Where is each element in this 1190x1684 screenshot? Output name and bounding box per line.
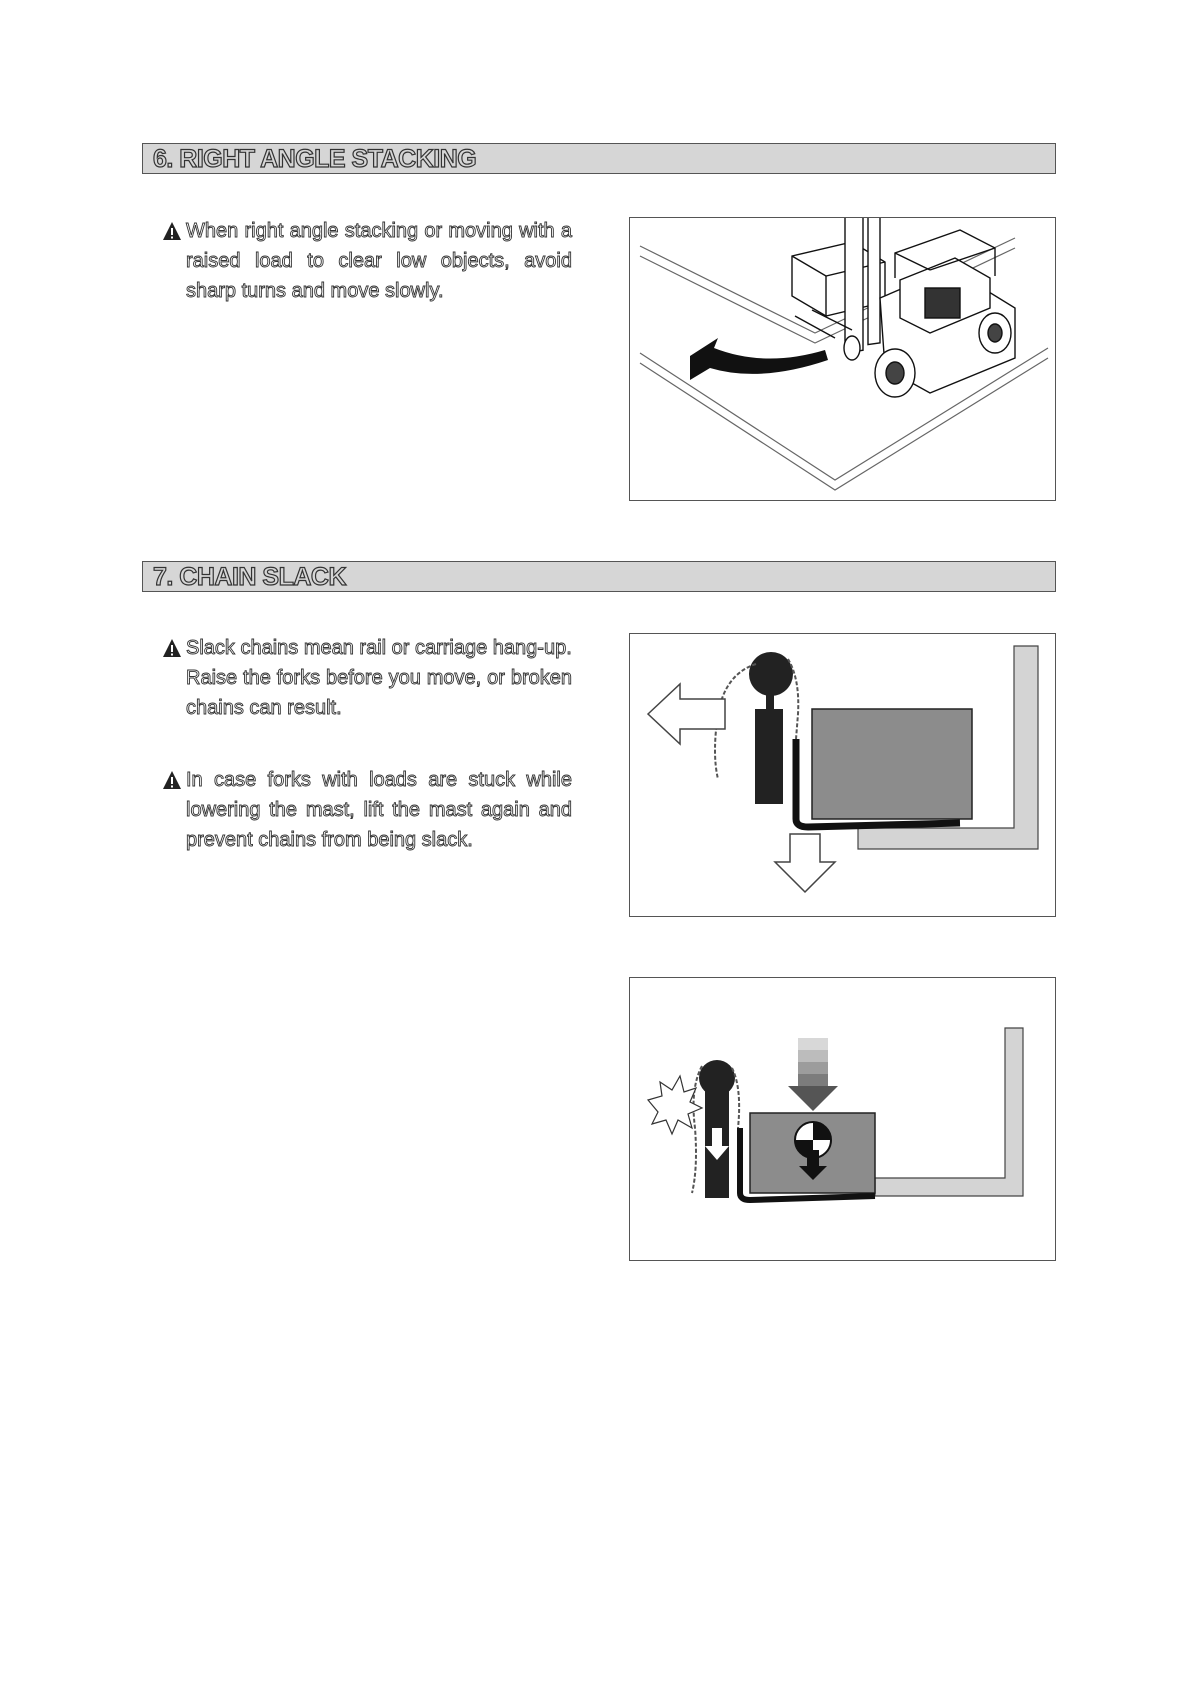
section-6-warning — [162, 216, 572, 306]
section-7-title: 7. CHAIN SLACK — [153, 563, 347, 591]
right-angle-stacking-illustration — [629, 217, 1056, 501]
chain-slack-illustration-2 — [629, 977, 1056, 1261]
warning-triangle-icon — [162, 221, 182, 241]
chain-slack-illustration-1 — [629, 633, 1056, 917]
section-6-title: 6. RIGHT ANGLE STACKING — [153, 145, 477, 173]
section-7-header — [142, 561, 1056, 592]
section-7-warning-1-line-1: Slack chains mean rail or carriage hang-up. — [186, 637, 572, 659]
section-6-warning-text: When right angle stacking or moving with a raised load to clear low objects, avoid sharp turns and move slowly. — [186, 220, 572, 302]
section-6-header — [142, 143, 1056, 174]
section-7-warning-1 — [162, 633, 572, 723]
warning-triangle-icon — [162, 638, 182, 658]
section-7-warning-2 — [162, 765, 572, 855]
section-7-warning-1-line-2: Raise the forks before you move, or broken chains can result. — [186, 667, 572, 719]
section-7-warning-2-text: In case forks with loads are stuck while lowering the mast, lift the mast again and prevent chains from being slack. — [186, 769, 572, 851]
warning-triangle-icon — [162, 770, 182, 790]
